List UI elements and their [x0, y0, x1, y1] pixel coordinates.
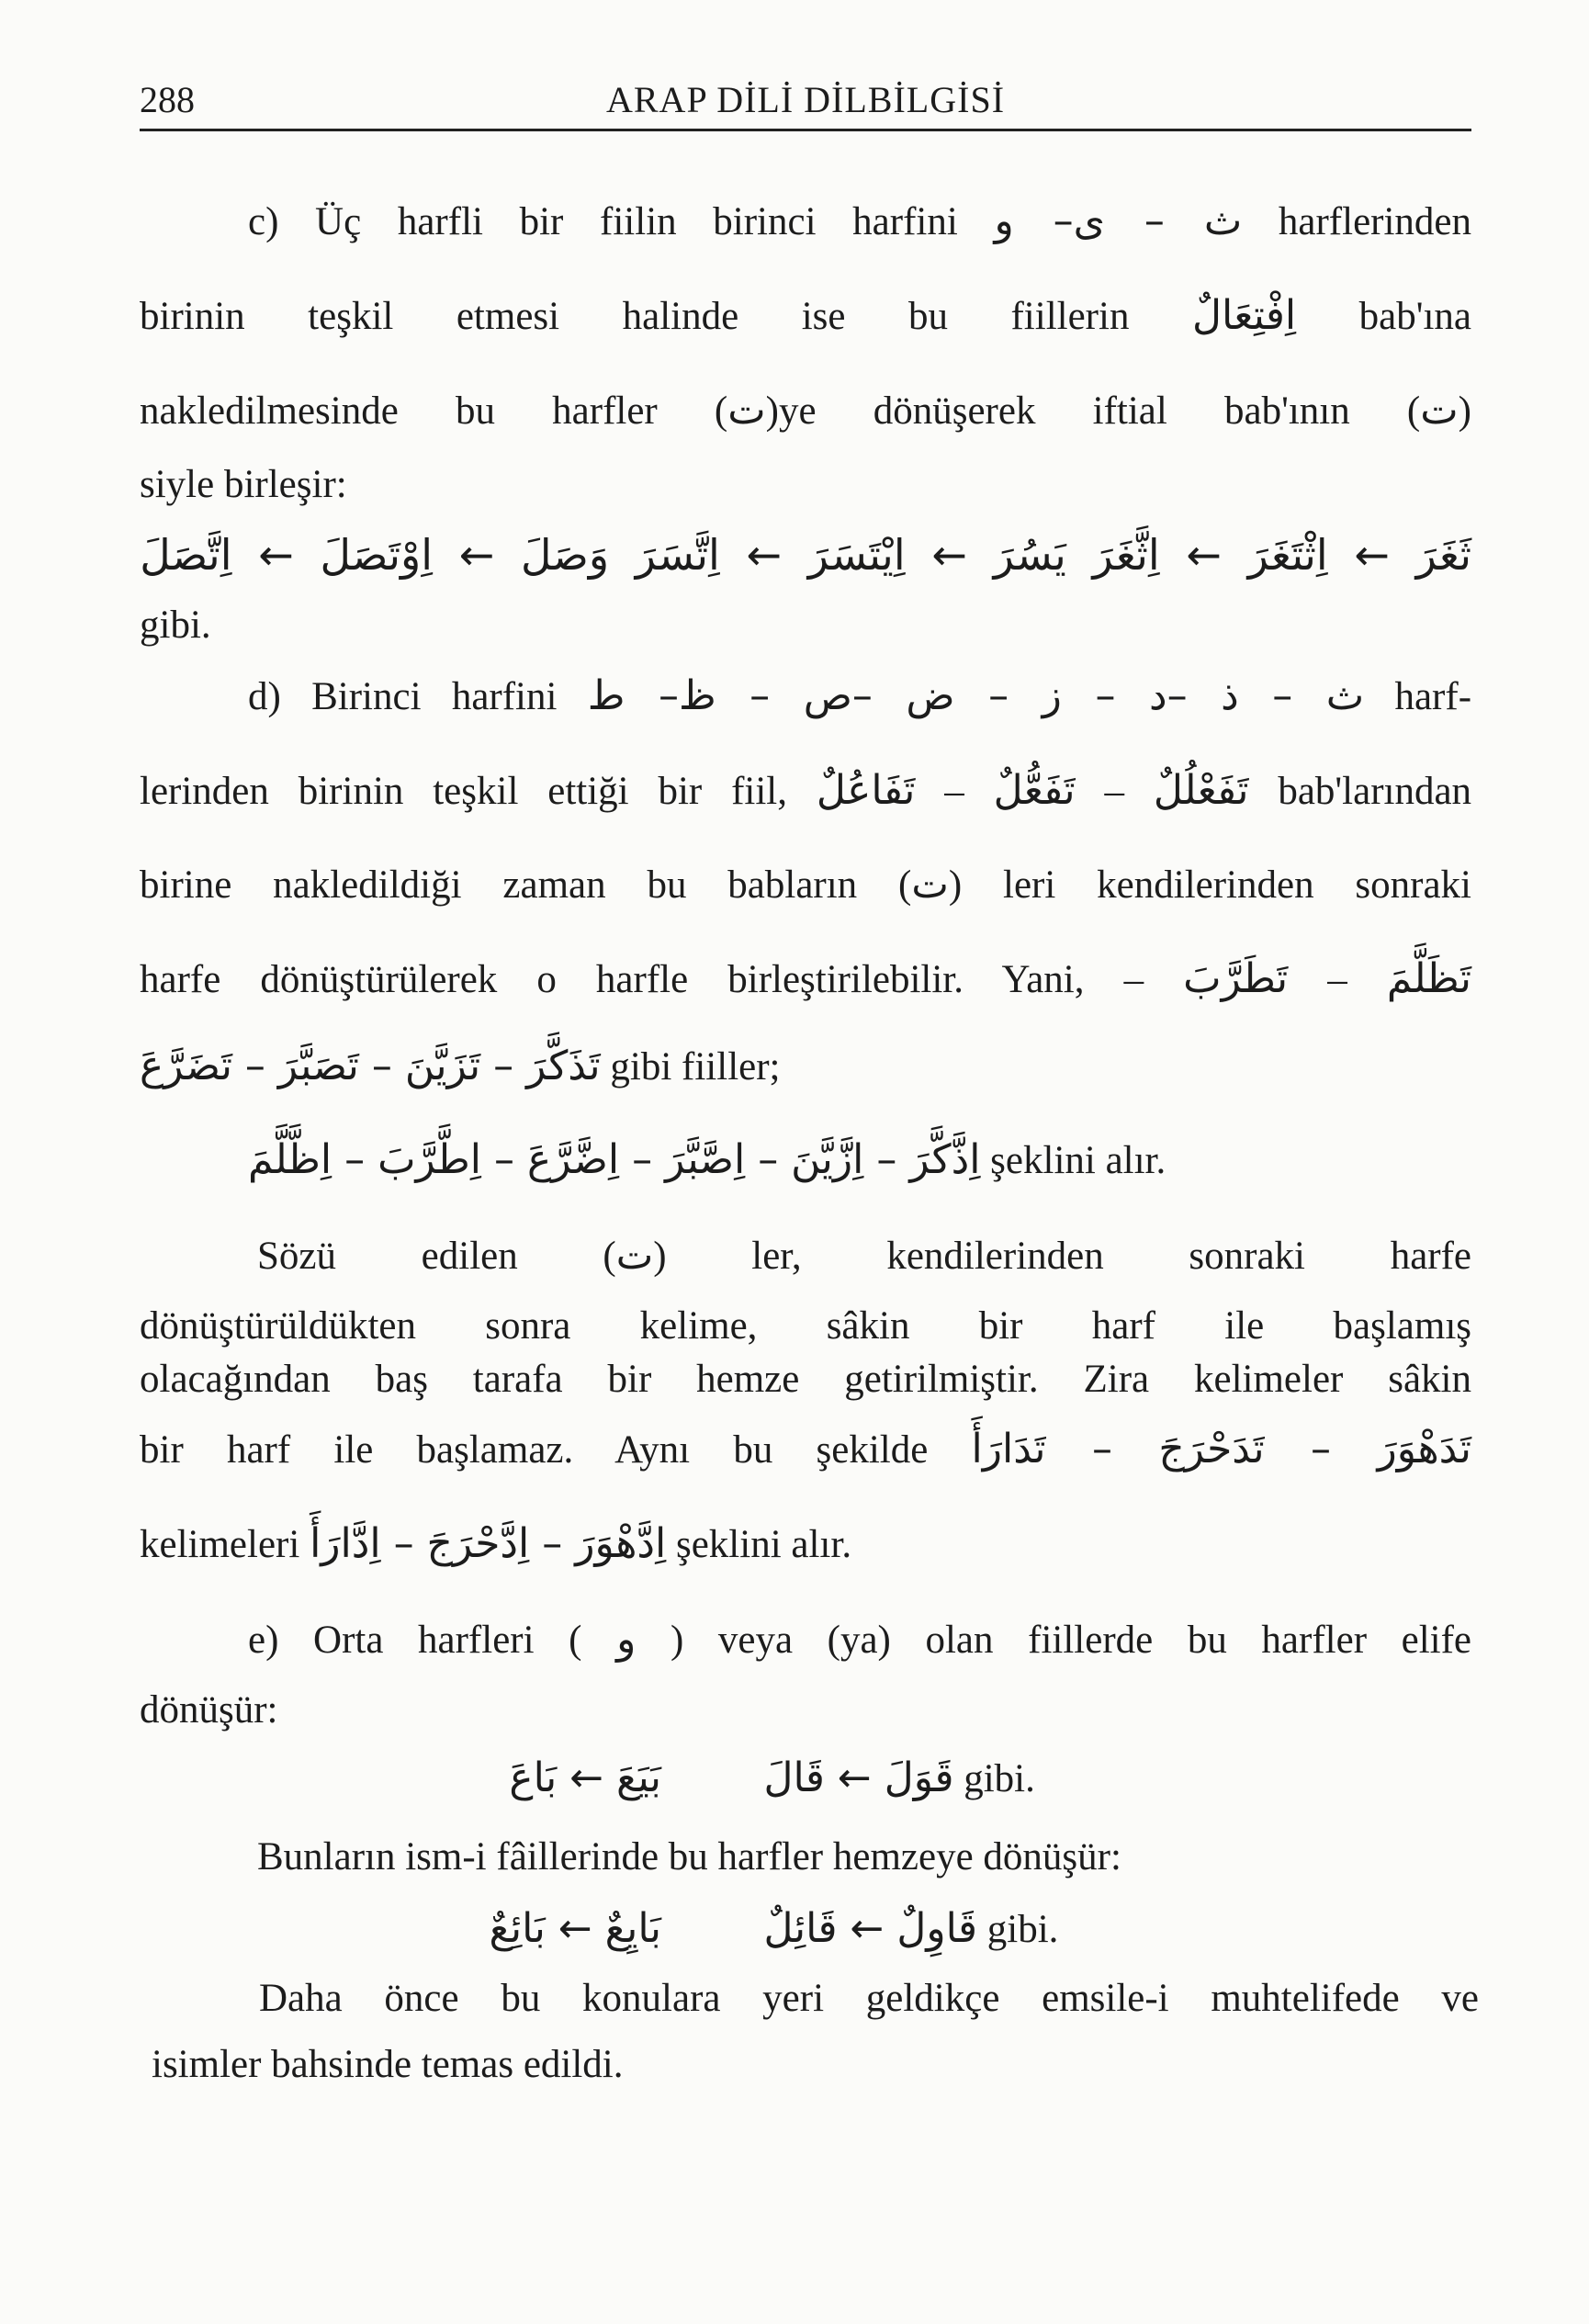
running-title: ARAP DİLİ DİLBİLGİSİ: [605, 79, 1006, 120]
arrow: ←: [746, 530, 783, 580]
para-sozu-line-4: bir harf ile başlamaz. Aynı bu şekilde تَدَهْوَرَ – تَدَحْرَجَ – تَدَارَأَ: [140, 1426, 1472, 1472]
arrow: ←: [458, 530, 495, 580]
example-word: اِيْتَسَرَ: [807, 530, 906, 580]
example-row-c: [140, 531, 1471, 579]
example-row-e2: بَايِعٌ ← بَائِعٌ قَاوِلٌ ← قَائِلٌ gibi.: [489, 1905, 1059, 1952]
para-c-line-6: gibi.: [140, 604, 211, 647]
para-e-line-1: e) Orta harfleri ( و ) veya (ya) olan fiillerde bu harfler elife: [248, 1616, 1472, 1663]
para-d-line-4: harfe dönüştürülerek o harfle birleştirilebilir. Yani, – تَطَرَّبَ – تَظَلَّمَ: [140, 955, 1472, 1002]
para-d-line-6: اِذَّكَّرَ – اِزَّيَّنَ – اِصَّبَّرَ – اِضَّرَّعَ – اِطَّرَّبَ – اِظَّلَّمَ şeklini alır.: [248, 1136, 1166, 1183]
para-c-line-1: c) Üç harfli bir fiilin birinci harfini ث – ى– و harflerinden: [248, 197, 1472, 244]
arrow: ←: [1186, 530, 1222, 580]
para-e-line-2: dönüşür:: [140, 1688, 278, 1732]
arabic-bab-name: اِفْتِعَالٌ: [1191, 292, 1297, 339]
para-e-line-7: isimler bahsinde temas edildi.: [152, 2043, 624, 2086]
arabic-letters: ث – ى– و: [994, 197, 1243, 244]
para-d-line-3: birine nakledildiği zaman bu babların (ت) leri kendilerinden sonraki: [140, 863, 1472, 907]
para-sozu-line-1: Sözü edilen (ت) ler, kendilerinden sonraki harfe: [257, 1235, 1471, 1278]
example-word: وَصَلَ: [520, 530, 610, 580]
example-word: اِثْتَغَرَ: [1247, 530, 1328, 580]
page-number: 288: [140, 79, 195, 120]
example-word: اِوْتَصَلَ: [320, 530, 433, 580]
para-e-line-4: Bunların ism-i fâillerinde bu harfler hemzeye dönüşür:: [257, 1835, 1121, 1878]
para-sozu-line-3: olacağından baş tarafa bir hemze getirilmiştir. Zira kelimeler sâkin: [140, 1358, 1471, 1401]
example-word: اِتَّسَرَ: [635, 530, 720, 580]
example-word: اِتَّصَلَ: [140, 530, 232, 580]
para-d-line-1: d) Birinci harfini ث – ذ –د – ز – ض –ص – ظ– ط harf-: [248, 672, 1472, 719]
example-word: ثَغَرَ: [1415, 530, 1471, 580]
para-d-line-5: تَذَكَّرَ – تَزَيَّنَ – تَصَبَّرَ – تَضَرَّعَ gibi fiiller;: [140, 1043, 781, 1089]
example-row-e1: بَيَعَ ← بَاعَ قَوَلَ ← قَالَ gibi.: [509, 1754, 1035, 1801]
example-word: يَسُرَ: [993, 530, 1066, 580]
para-c-line-4: siyle birleşir:: [140, 463, 347, 506]
para-c-line-2: birinin teşkil etmesi halinde ise bu fiillerin اِفْتِعَالٌ bab'ına: [140, 292, 1471, 339]
arrow: ←: [258, 530, 294, 580]
example-word: اِثَّغَرَ: [1092, 530, 1160, 580]
para-d-line-2: lerinden birinin teşkil ettiği bir fiil, تَفَاعُلٌ – تَفَعُّلٌ – تَفَعْلُلٌ bab'larından: [140, 767, 1472, 814]
arrow: ←: [931, 530, 967, 580]
para-c-line-3: nakledilmesinde bu harfler (ت)ye dönüşerek iftial bab'ının (ت): [140, 387, 1471, 434]
para-sozu-line-2: dönüştürüldükten sonra kelime, sâkin bir harf ile başlamış: [140, 1304, 1471, 1348]
arrow: ←: [1354, 530, 1390, 580]
arabic-letters: ث – ذ –د – ز – ض –ص – ظ– ط: [587, 672, 1365, 719]
para-sozu-line-5: kelimeleri اِدَّهْوَرَ – اِدَّحْرَجَ – اِدَّارَأَ şeklini alır.: [140, 1520, 852, 1567]
para-e-line-6: Daha önce bu konulara yeri geldikçe emsile-i muhtelifede ve: [259, 1977, 1479, 2020]
page-header: [140, 75, 1471, 131]
